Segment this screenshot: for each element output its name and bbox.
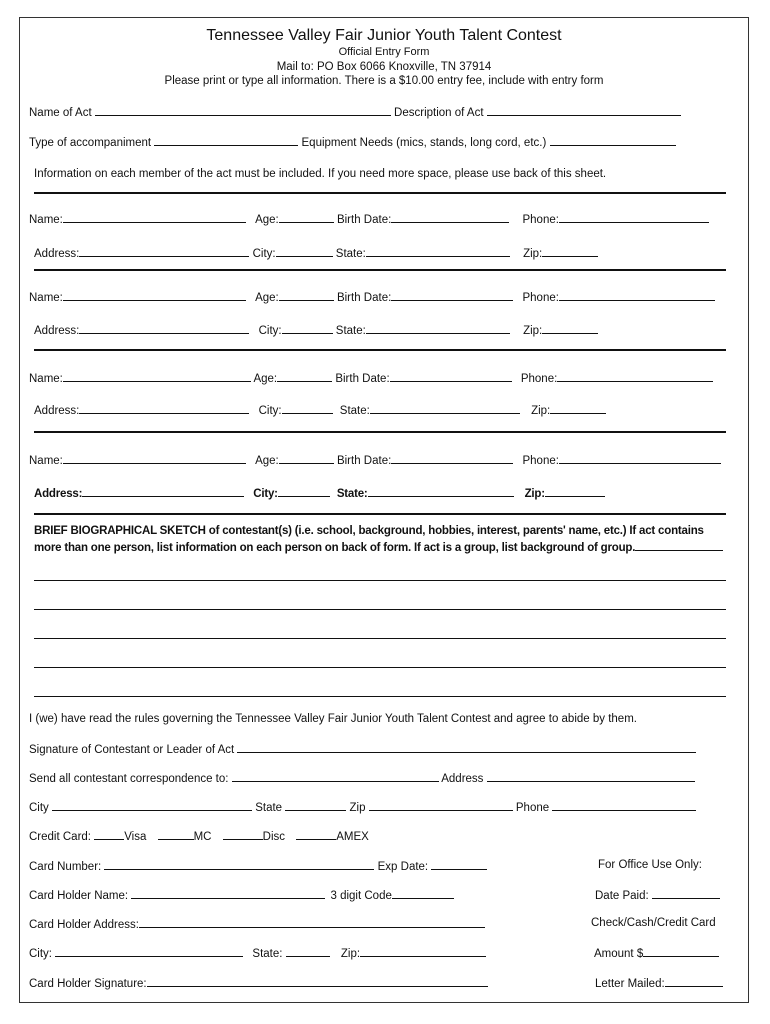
act-description-field[interactable]: [487, 104, 681, 116]
member-1-row-2: [34, 245, 598, 261]
member-4-row-1: [29, 452, 721, 468]
member-4-row-2: [34, 485, 605, 501]
disc-checkbox[interactable]: [223, 828, 263, 840]
member-3-zip-field[interactable]: [550, 402, 606, 414]
card-holder-signature-row: [29, 975, 488, 991]
member-phone-label: Phone:: [522, 455, 559, 467]
date-paid-row: [595, 887, 720, 903]
city-field[interactable]: [52, 799, 252, 811]
member-name-label: Name:: [29, 455, 63, 467]
member-2-row-2: [34, 322, 598, 338]
member-1-zip-field[interactable]: [542, 245, 598, 257]
member-age-label: Age:: [253, 373, 278, 385]
credit-card-label: Credit Card:: [29, 831, 91, 843]
amount-row: [594, 945, 719, 961]
card-holder-name-label: Card Holder Name:: [29, 890, 129, 902]
card-holder-address-row: [29, 916, 485, 932]
date-paid-field[interactable]: [652, 887, 720, 899]
office-use-title: For Office Use Only:: [598, 859, 702, 871]
card-number-label: Card Number:: [29, 861, 102, 873]
member-birth-date-label: Birth Date:: [336, 455, 392, 467]
card-holder-name-field[interactable]: [131, 887, 325, 899]
entry-form: [19, 17, 749, 1003]
code-field[interactable]: [392, 887, 454, 899]
bio-first-line-field[interactable]: [635, 539, 723, 551]
member-city-label: City:: [258, 325, 282, 337]
member-address-label: Address:: [34, 405, 80, 417]
card-state-field[interactable]: [286, 945, 330, 957]
card-city-label: City:: [29, 948, 52, 960]
member-age-label: Age:: [255, 292, 279, 304]
card-holder-signature-field[interactable]: [147, 975, 488, 987]
bio-line[interactable]: [34, 667, 726, 668]
credit-card-row: [29, 828, 369, 844]
member-4-birth-date-field[interactable]: [391, 452, 513, 464]
amount-label: Amount $: [594, 948, 644, 960]
payment-method-label: Check/Cash/Credit Card: [591, 917, 716, 929]
member-3-address-field[interactable]: [79, 402, 249, 414]
member-name-label: Name:: [29, 292, 63, 304]
member-3-phone-field[interactable]: [557, 370, 713, 382]
member-zip-label: Zip:: [523, 325, 543, 337]
card-holder-address-field[interactable]: [139, 916, 485, 928]
city-state-row: [29, 799, 696, 815]
phone-field[interactable]: [552, 799, 696, 811]
member-state-label: State:: [335, 248, 366, 260]
member-4-city-field[interactable]: [278, 485, 330, 497]
member-2-city-field[interactable]: [282, 322, 333, 334]
correspondence-row: [29, 770, 695, 786]
agreement-statement: I (we) have read the rules governing the Tennessee Valley Fair Junior Youth Talent Contest and agree to abide by them.: [29, 713, 637, 725]
act-name-field[interactable]: [95, 104, 391, 116]
members-note: Information on each member of the act must be included. If you need more space, please use back of this sheet.: [34, 168, 607, 180]
card-holder-city-row: [29, 945, 486, 961]
amex-checkbox[interactable]: [296, 828, 336, 840]
correspondence-address-field[interactable]: [487, 770, 695, 782]
card-zip-label: Zip:: [340, 948, 361, 960]
signature-row: [29, 741, 696, 757]
member-birth-date-label: Birth Date:: [336, 214, 392, 226]
bio-instructions-line-2: [34, 539, 723, 555]
letter-mailed-row: [595, 975, 723, 991]
card-holder-address-label: Card Holder Address:: [29, 919, 139, 931]
member-divider: [34, 431, 726, 433]
member-3-name-field[interactable]: [63, 370, 251, 382]
member-phone-label: Phone:: [522, 292, 559, 304]
amount-field[interactable]: [643, 945, 719, 957]
act-name-label: Name of Act: [29, 107, 92, 119]
disc-label: Disc: [262, 831, 286, 843]
mc-label: MC: [193, 831, 212, 843]
member-4-zip-field[interactable]: [545, 485, 605, 497]
member-divider: [34, 513, 726, 515]
member-1-address-field[interactable]: [79, 245, 249, 257]
amex-label: AMEX: [336, 831, 369, 843]
member-1-age-field[interactable]: [279, 211, 334, 223]
member-3-row-1: [29, 370, 713, 386]
address-label: Address: [441, 773, 484, 785]
member-1-name-field[interactable]: [63, 211, 246, 223]
city-label: City: [29, 802, 49, 814]
form-title: Tennessee Valley Fair Junior Youth Talent Contest: [206, 27, 562, 44]
accompaniment-field[interactable]: [154, 134, 298, 146]
member-name-label: Name:: [29, 373, 63, 385]
accompaniment-row: [29, 134, 676, 150]
visa-label: Visa: [124, 831, 147, 843]
member-2-phone-field[interactable]: [559, 289, 715, 301]
signature-label: Signature of Contestant or Leader of Act: [29, 744, 235, 756]
code-label: 3 digit Code: [330, 890, 392, 902]
member-city-label: City:: [253, 488, 278, 500]
zip-field[interactable]: [369, 799, 513, 811]
member-1-birth-date-field[interactable]: [391, 211, 509, 223]
member-1-phone-field[interactable]: [559, 211, 709, 223]
member-2-age-field[interactable]: [279, 289, 334, 301]
member-divider: [34, 269, 726, 271]
member-name-label: Name:: [29, 214, 63, 226]
card-number-row: [29, 858, 487, 874]
exp-date-field[interactable]: [431, 858, 487, 870]
member-phone-label: Phone:: [520, 373, 558, 385]
act-description-label: Description of Act: [394, 107, 484, 119]
member-zip-label: Zip:: [531, 405, 551, 417]
bio-line[interactable]: [34, 696, 726, 697]
member-2-address-field[interactable]: [79, 322, 249, 334]
member-4-state-field[interactable]: [368, 485, 514, 497]
correspondence-field[interactable]: [232, 770, 439, 782]
member-2-zip-field[interactable]: [542, 322, 598, 334]
member-1-city-field[interactable]: [276, 245, 333, 257]
card-holder-signature-label: Card Holder Signature:: [29, 978, 147, 990]
member-4-age-field[interactable]: [279, 452, 334, 464]
signature-field[interactable]: [237, 741, 696, 753]
member-age-label: Age:: [255, 455, 279, 467]
member-address-label: Address:: [34, 248, 80, 260]
member-1-row-1: [29, 211, 709, 227]
card-city-field[interactable]: [55, 945, 243, 957]
bio-instructions-line-1: BRIEF BIOGRAPHICAL SKETCH of contestant(s) (i.e. school, background, hobbies, interest, parents' name, etc.) If act contains: [34, 525, 704, 537]
mc-checkbox[interactable]: [158, 828, 194, 840]
form-instructions: Please print or type all information. There is a $10.00 entry fee, include with entry form: [164, 75, 604, 87]
act-name-row: [29, 104, 681, 120]
member-state-label: State:: [339, 405, 370, 417]
zip-label: Zip: [349, 802, 366, 814]
section-divider: [34, 192, 726, 194]
visa-checkbox[interactable]: [94, 828, 124, 840]
member-4-address-field[interactable]: [82, 485, 244, 497]
accompaniment-label: Type of accompaniment: [29, 137, 152, 149]
form-subtitle: Official Entry Form: [338, 46, 430, 58]
correspondence-label: Send all contestant correspondence to:: [29, 773, 229, 785]
member-phone-label: Phone:: [522, 214, 559, 226]
member-zip-label: Zip:: [523, 248, 543, 260]
card-holder-name-row: [29, 887, 454, 903]
bio-line[interactable]: [34, 580, 726, 581]
member-4-name-field[interactable]: [63, 452, 246, 464]
member-1-state-field[interactable]: [366, 245, 510, 257]
exp-date-label: Exp Date:: [377, 861, 429, 873]
letter-mailed-label: Letter Mailed:: [595, 978, 665, 990]
member-city-label: City:: [252, 248, 276, 260]
mailing-address: Mail to: PO Box 6066 Knoxville, TN 37914: [276, 61, 492, 73]
member-3-birth-date-field[interactable]: [390, 370, 512, 382]
card-number-field[interactable]: [104, 858, 374, 870]
member-state-label: State:: [335, 325, 366, 337]
member-state-label: State:: [336, 488, 368, 500]
card-state-label: State:: [252, 948, 283, 960]
member-city-label: City:: [258, 405, 282, 417]
card-zip-field[interactable]: [360, 945, 486, 957]
date-paid-label: Date Paid:: [595, 890, 649, 902]
equipment-field[interactable]: [550, 134, 676, 146]
member-age-label: Age:: [255, 214, 279, 226]
member-3-row-2: [34, 402, 606, 418]
phone-label: Phone: [515, 802, 550, 814]
member-2-state-field[interactable]: [366, 322, 510, 334]
member-birth-date-label: Birth Date:: [335, 373, 390, 385]
bio-line[interactable]: [34, 609, 726, 610]
member-3-state-field[interactable]: [370, 402, 520, 414]
member-3-city-field[interactable]: [282, 402, 333, 414]
bio-instructions-text: more than one person, list information on each person on back of form. If act is a group, list background of group.: [34, 542, 636, 554]
state-field[interactable]: [285, 799, 346, 811]
member-2-birth-date-field[interactable]: [391, 289, 513, 301]
state-label: State: [255, 802, 283, 814]
letter-mailed-field[interactable]: [665, 975, 723, 987]
member-2-row-1: [29, 289, 715, 305]
member-address-label: Address:: [34, 488, 83, 500]
member-divider: [34, 349, 726, 351]
member-zip-label: Zip:: [524, 488, 545, 500]
member-address-label: Address:: [34, 325, 80, 337]
equipment-label: Equipment Needs (mics, stands, long cord, etc.): [301, 137, 547, 149]
member-birth-date-label: Birth Date:: [336, 292, 392, 304]
member-3-age-field[interactable]: [277, 370, 332, 382]
bio-line[interactable]: [34, 638, 726, 639]
member-2-name-field[interactable]: [63, 289, 246, 301]
member-4-phone-field[interactable]: [559, 452, 721, 464]
